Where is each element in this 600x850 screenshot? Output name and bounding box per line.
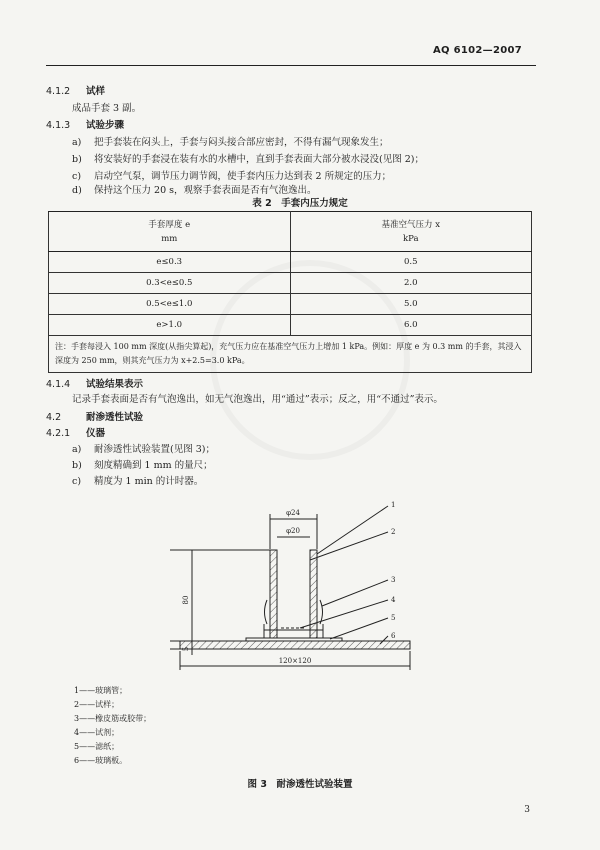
dim-inner-diameter: φ20	[286, 527, 300, 535]
table-note: 注：手套每浸入 100 mm 深度(从指尖算起)，充气压力应在基准空气压力上增加 1 kPa。例如：厚度 e 为 0.3 mm 的手套，其浸入深度为 250 mm，则其充气压力为 x+2.5=3.0 kPa。	[49, 336, 532, 373]
thickness-cell: 0.3<e≤0.5	[49, 273, 291, 294]
step-text: 保持这个压力 20 s，观察手套表面是否有气泡逸出。	[94, 185, 317, 196]
header-rule	[46, 65, 536, 66]
glass-tube-wall-left	[270, 550, 277, 638]
header-unit: mm	[161, 233, 178, 244]
section-title: 仪器	[86, 428, 106, 439]
step-item	[72, 134, 389, 148]
step-text: 启动空气泵，调节压力调节阀，使手套内压力达到表 2 所规定的压力；	[94, 171, 392, 182]
item-text: 精度为 1 min 的计时器。	[94, 476, 204, 487]
header-unit: kPa	[402, 233, 419, 244]
column-header-pressure	[290, 212, 532, 252]
callout-6: 6	[391, 632, 396, 640]
section-4-1-2-text: 成品手套 3 副。	[72, 103, 142, 114]
page-number: 3	[524, 805, 530, 815]
pressure-cell: 5.0	[290, 294, 532, 315]
item-label: b)	[72, 460, 82, 471]
step-item	[72, 168, 391, 182]
section-number: 4.1.3	[46, 120, 71, 131]
leader-line-1	[317, 506, 388, 554]
callout-5: 5	[391, 614, 396, 622]
rubber-band-right	[320, 600, 323, 624]
step-label: b)	[72, 154, 82, 165]
legend-item: 1——玻璃管；	[74, 686, 128, 695]
leader-line-2	[310, 532, 388, 560]
leader-line-5	[330, 618, 388, 639]
callout-1: 1	[391, 501, 396, 509]
section-4-1-4-heading	[46, 376, 143, 390]
leader-line-3	[322, 580, 388, 606]
instrument-item	[72, 457, 213, 471]
pressure-cell: 0.5	[290, 252, 532, 273]
step-item	[72, 151, 424, 165]
thickness-cell: e≤0.3	[49, 252, 291, 273]
column-header-thickness	[49, 212, 291, 252]
thickness-cell: e>1.0	[49, 315, 291, 336]
step-text: 把手套装在闷头上，手套与闷头接合部应密封，不得有漏气现象发生；	[94, 137, 389, 148]
step-text: 将安装好的手套浸在装有水的水槽中，直到手套表面大部分被水浸没(见图 2)；	[94, 154, 424, 165]
section-number: 4.1.2	[46, 86, 71, 97]
section-4-1-2-heading	[46, 83, 105, 97]
section-4-1-4-text: 记录手套表面是否有气泡逸出，如无气泡逸出，用“通过”表示；反之，用“不通过”表示。	[72, 394, 443, 405]
dim-base: 5	[182, 646, 190, 652]
header-label: 手套厚度 e	[148, 219, 191, 230]
table-row	[49, 294, 532, 315]
section-title: 试验结果表示	[86, 379, 144, 390]
legend-item: 5——滤纸；	[74, 742, 120, 751]
section-title: 试验步骤	[86, 120, 125, 131]
callout-2: 2	[391, 528, 396, 536]
pressure-cell: 6.0	[290, 315, 532, 336]
figure-caption: 图 3 耐渗透性试验装置	[247, 779, 353, 790]
dim-height: 80	[182, 595, 190, 605]
legend-item: 4——试剂；	[74, 728, 120, 737]
rubber-band-left	[265, 600, 268, 624]
step-item	[72, 182, 317, 196]
section-4-2-heading	[46, 409, 143, 423]
item-label: c)	[72, 476, 82, 487]
glass-plate	[180, 641, 410, 652]
legend-item: 3——橡皮筋或胶带；	[74, 714, 152, 723]
pressure-table	[48, 211, 532, 373]
dim-plate: 120×120	[278, 657, 312, 665]
callout-3: 3	[391, 576, 396, 584]
item-label: a)	[72, 444, 82, 455]
pressure-cell: 2.0	[290, 273, 532, 294]
dim-outer-diameter: φ24	[286, 509, 300, 517]
table-row	[49, 252, 532, 273]
header-label: 基准空气压力 x	[381, 219, 440, 230]
standard-code: AQ 6102—2007	[433, 45, 522, 56]
permeability-apparatus-figure	[150, 492, 440, 677]
table-row	[49, 315, 532, 336]
section-4-2-1-heading	[46, 425, 105, 439]
step-label: d)	[72, 185, 82, 196]
step-label: c)	[72, 171, 82, 182]
instrument-item	[72, 473, 203, 487]
section-number: 4.2	[46, 412, 62, 423]
thickness-cell: 0.5<e≤1.0	[49, 294, 291, 315]
table-note-row	[49, 336, 532, 373]
legend-item: 6——玻璃板。	[74, 756, 128, 765]
item-text: 耐渗透性试验装置(见图 3)；	[94, 444, 215, 455]
table-header-row	[49, 212, 532, 252]
section-number: 4.2.1	[46, 428, 71, 439]
item-text: 刻度精确到 1 mm 的量尺；	[94, 460, 213, 471]
section-title: 耐渗透性试验	[86, 412, 144, 423]
section-number: 4.1.4	[46, 379, 71, 390]
instrument-item	[72, 441, 215, 455]
callout-4: 4	[391, 596, 396, 604]
section-title: 试样	[86, 86, 106, 97]
table-row	[49, 273, 532, 294]
step-label: a)	[72, 137, 82, 148]
table-caption: 表 2 手套内压力规定	[252, 198, 348, 209]
section-4-1-3-heading	[46, 117, 124, 131]
legend-item: 2——试样；	[74, 700, 120, 709]
